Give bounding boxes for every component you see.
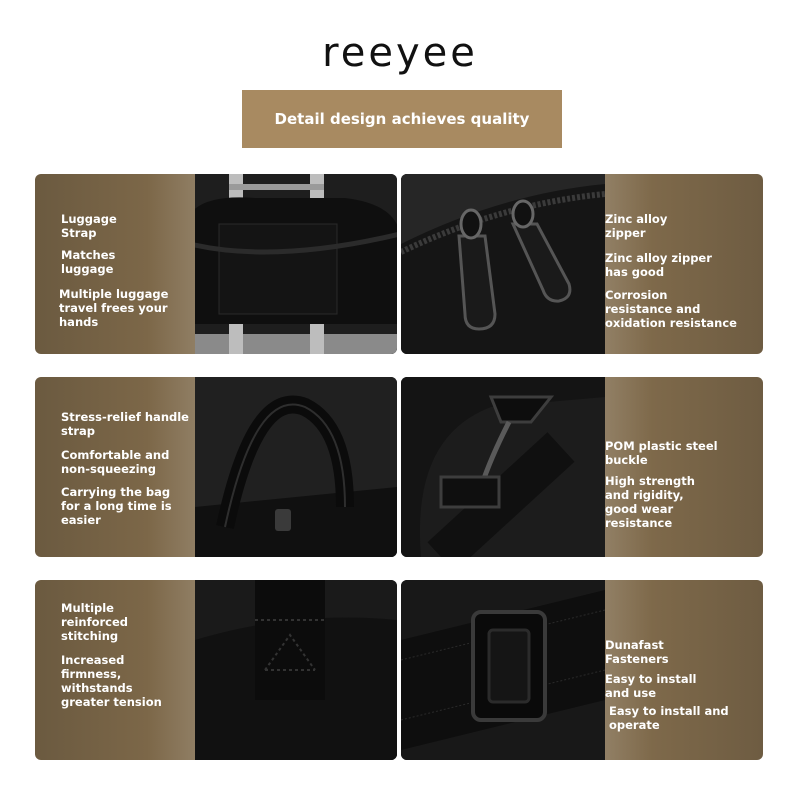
stitching-photo [195, 580, 397, 760]
feature-text: Comfortable and non-squeezing [61, 448, 170, 476]
bag-on-luggage-handle-icon [195, 174, 397, 354]
handle-strap-text [35, 377, 195, 557]
panel-zinc-zipper [401, 174, 763, 354]
feature-text: Multiple luggage travel frees your hands [59, 287, 169, 329]
feature-title: Zinc alloy zipper [605, 212, 668, 240]
strap-adjuster-icon [401, 580, 605, 760]
zinc-zipper-photo [401, 174, 605, 354]
panel-handle-strap [35, 377, 397, 557]
handle-strap-photo [195, 377, 397, 557]
zipper-pulls-icon [401, 174, 605, 354]
feature-text: High strength and rigidity, good wear resistance [605, 474, 695, 530]
webbing-stitching-icon [195, 580, 397, 760]
feature-text: Increased firmness, withstands greater tension [61, 653, 162, 709]
panel-fasteners [401, 580, 763, 760]
section-banner: Detail design achieves quality [242, 90, 562, 148]
bag-handle-icon [195, 377, 397, 557]
panel-stitching [35, 580, 397, 760]
panel-luggage-strap [35, 174, 397, 354]
feature-text: Easy to install and operate [609, 704, 729, 732]
feature-text: Corrosion resistance and oxidation resistance [605, 288, 737, 330]
feature-title: Stress-relief handle strap [61, 410, 189, 438]
feature-title: Multiple reinforced stitching [61, 601, 129, 643]
swivel-hook-buckle-icon [401, 377, 605, 557]
feature-text: Easy to install and use [605, 672, 697, 700]
feature-text: Matches luggage [61, 248, 116, 276]
feature-text: Carrying the bag for a long time is easier [61, 485, 172, 527]
fasteners-photo [401, 580, 605, 760]
feature-text: Zinc alloy zipper has good [605, 251, 712, 279]
feature-title: POM plastic steel buckle [605, 439, 718, 467]
feature-title: Luggage Strap [61, 212, 117, 240]
pom-buckle-text [605, 377, 763, 557]
fasteners-text [605, 580, 763, 760]
feature-title: Dunafast Fasteners [605, 638, 669, 666]
luggage-strap-photo [195, 174, 397, 354]
pom-buckle-photo [401, 377, 605, 557]
brand-logo: reeyee [322, 30, 478, 76]
stitching-text [35, 580, 195, 760]
panel-pom-buckle [401, 377, 763, 557]
luggage-strap-text [35, 174, 195, 354]
zinc-zipper-text [605, 174, 763, 354]
